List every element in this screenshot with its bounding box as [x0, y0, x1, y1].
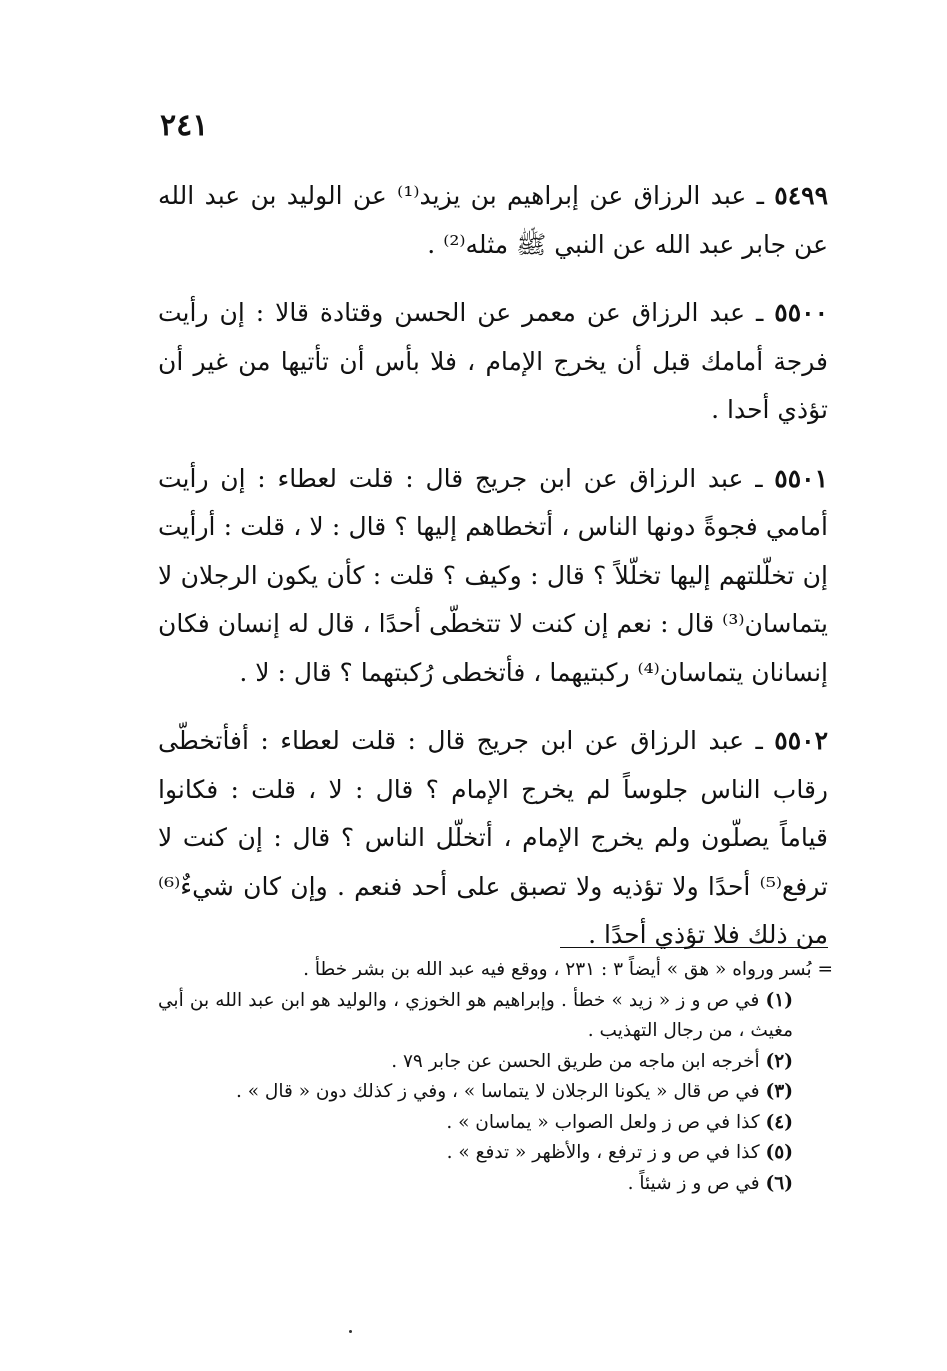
footnote-continuation	[158, 955, 833, 986]
hadith-number: ٥٥٠٢	[774, 726, 828, 755]
footnote-number: (٦)	[765, 1172, 793, 1194]
hadith-paragraph	[158, 455, 828, 698]
hadith-text: ـ عبد الرزاق عن ابن جريج قال : قلت لعطاء : أفأتخطّى رقاب الناس جلوساً لم يخرج الإمام ؟ قال : لا ، قلت : فكانوا قياماً يصلّون ولم يخرج الإمام ، أتخلّل الناس ؟ قال : إن كنت لا ترفع⁽⁵⁾ أحدًا ولا تؤذيه ولا تصبق على أحد فنعم . وإن كان شيءٌ⁽⁶⁾ من ذلك فلا تؤذي أحدًا .	[158, 726, 828, 949]
footnote-text: كذا في ص و ز ترفع ، والأظهر « تدفع » .	[446, 1142, 766, 1163]
hadith-paragraph	[158, 289, 828, 435]
footnote-divider	[560, 947, 828, 948]
footnote-number: (٢)	[765, 1050, 793, 1072]
footnote	[158, 1138, 833, 1169]
footnote-number: (٥)	[765, 1142, 793, 1163]
hadith-text: ـ عبد الرزاق عن إبراهيم بن يزيد⁽¹⁾ عن الوليد بن عبد الله عن جابر عبد الله عن النبي ﷺ مثله⁽²⁾ .	[158, 181, 828, 259]
hadith-paragraph	[158, 717, 828, 960]
footnote-text: كذا في ص ز ولعل الصواب « يماسان » .	[446, 1111, 766, 1133]
footnote	[158, 1077, 833, 1108]
hadith-number: ٥٤٩٩	[774, 181, 828, 210]
footnote-text: في ص قال « يكونا الرجلان لا يتماسا » ، وفي ز كذلك دون « قال » .	[235, 1081, 766, 1102]
footnote	[158, 1169, 833, 1200]
footnote-text: أخرجه ابن ماجه من طريق الحسن عن جابر ٧٩ .	[391, 1050, 766, 1072]
footnote	[158, 1047, 833, 1078]
scan-speck	[349, 1330, 352, 1333]
footnote-text: = بُسر ورواه « هق » أيضاً ٣ : ٢٣١ ، ووقع فيه عبد الله بن بشر خطأ .	[303, 959, 833, 980]
footnote	[158, 1108, 833, 1139]
hadith-number: ٥٥٠١	[774, 463, 828, 493]
hadith-number: ٥٥٠٠	[774, 298, 828, 327]
footnotes	[158, 955, 833, 1199]
footnote-text: في ص و ز « زيد » خطأ . وإبراهيم هو الخوزي ، والوليد هو ابن عبد الله بن أبي مغيث ، من رجال التهذيب .	[158, 989, 793, 1041]
footnote	[158, 986, 833, 1047]
footnote-number: (١)	[765, 989, 793, 1011]
main-text	[158, 172, 828, 980]
hadith-text: ـ عبد الرزاق عن ابن جريج قال : قلت لعطاء : إن رأيت أمامي فجوةً دونها الناس ، أتخطاهم إليها ؟ قال : لا ، قلت : أرأيت إن تخلّلتهم إليها تخلّلاً ؟ قال : وكيف ؟ قلت : كأن يكون الرجلان لا يتماسان⁽³⁾ قال : نعم إن كنت لا تتخطّى أحدًا ، قال له إنسان فكان إنسانان يتماسان⁽⁴⁾ ركبتيهما ، فأتخطى رُكبتهما ؟ قال : لا .	[158, 463, 828, 687]
hadith-text: ـ عبد الرزاق عن معمر عن الحسن وقتادة قالا : إن رأيت فرجة أمامك قبل أن يخرج الإمام ، فلا بأس أن تأتيها من غير أن تؤذي أحدا .	[158, 298, 828, 424]
page-number: ٢٤١	[160, 108, 209, 143]
hadith-paragraph	[158, 172, 828, 269]
footnote-number: (٤)	[765, 1111, 793, 1133]
footnote-text: في ص و ز شيئاً .	[627, 1172, 766, 1194]
footnote-number: (٣)	[765, 1081, 793, 1102]
